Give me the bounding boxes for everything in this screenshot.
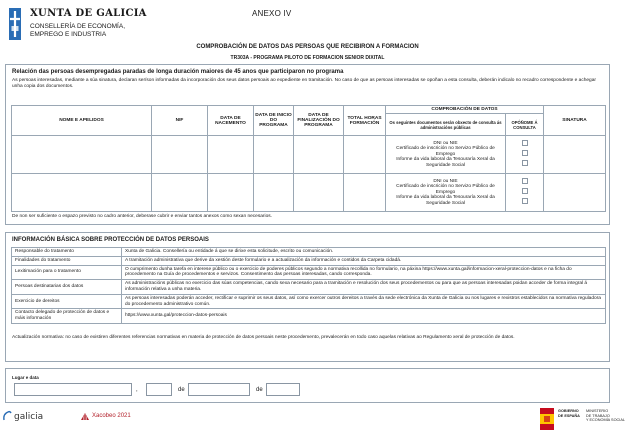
birth-cell[interactable] (208, 136, 254, 174)
start-cell[interactable] (254, 136, 294, 174)
oppose-checkbox-employment[interactable] (522, 188, 528, 194)
table-row (12, 256, 606, 265)
table-note: De non ser suficiente o espazo previsto no cadro anterior, deberase cubrir e enviar tantos anexos como sexan necesarios. (12, 214, 272, 219)
doc-dni: DNI ou NIE (433, 178, 458, 184)
oppose-checkbox-work-history[interactable] (522, 198, 528, 204)
end-cell[interactable] (294, 174, 344, 212)
data-protection-table (11, 247, 606, 324)
info-label: Exercicio de dereitos (12, 294, 122, 309)
info-value: A tramitación administrativa que derive da xestión deste formulario e a actualización da información e contidos da Carpeta cidadá. (122, 256, 606, 265)
gov-line2: DE ESPAÑA (558, 413, 580, 418)
data-protection-section (5, 232, 610, 362)
docs-cell (386, 136, 506, 174)
col-check-group-header: COMPROBACIÓN DE DATOS (386, 106, 544, 114)
table-row (12, 174, 606, 212)
xacobeo-shell-icon (80, 412, 90, 422)
legislation-note: Actualización normativa: no caso de existiren diferentes referencias normativas en materia de protección de datos persoais neste procedemento, prevalecerán en todo caso aquelas relativas ao Regulamento xeral de protección de datos. (12, 335, 515, 340)
galicia-brand: galicia (14, 412, 44, 422)
galicia-logo-icon (2, 410, 12, 422)
col-docs-header: Os seguintes documentos serán obxecto de consulta ás administracións públicas (386, 114, 506, 136)
info-value: O cumprimento dunha tarefa en interese público ou o exercicio de poderes públicos segundo a normativa recollida no formulario, na páxina https://www.xunta.gal/informacion-xeral-proteccion-datos e na ficha do procedemento na Guía de procedementos e servizos. Consentimento das persoas interesadas, cando corresponda. (122, 265, 606, 280)
persons-section-heading: Relación das persoas desempregadas paradas de longa duración maiores de 45 anos que participaron no programa (12, 69, 344, 75)
signature-cell[interactable] (544, 136, 606, 174)
spain-coat-of-arms-icon (540, 408, 554, 430)
doc-work-history: Informe da vida laboral da Tesouraría Xeral da Seguridade Social (396, 157, 495, 168)
government-text (558, 409, 580, 418)
info-value-link[interactable]: https://www.xunta.gal/proteccion-datos-persoais (122, 309, 606, 324)
xacobeo-label: Xacobeo 2021 (92, 413, 131, 419)
doc-dni: DNI ou NIE (433, 140, 458, 146)
xacobeo-logo (80, 410, 140, 426)
name-cell[interactable] (12, 174, 152, 212)
nif-cell[interactable] (152, 136, 208, 174)
doc-employment-certificate: Certificado de inscrición no Servizo Público de Emprego (396, 146, 495, 157)
info-label: Finalidades do tratamento (12, 256, 122, 265)
table-row (12, 280, 606, 295)
table-row (12, 248, 606, 257)
logo-title: XUNTA DE GALICIA (30, 8, 147, 19)
document-title: COMPROBACIÓN DE DATOS DAS PERSOAS QUE RECIBIRON A FORMACION (196, 44, 419, 50)
col-signature-header: SINATURA (544, 106, 606, 136)
info-label: Lexitimación para o tratamento (12, 265, 122, 280)
data-protection-heading: INFORMACIÓN BÁSICA SOBRE PROTECCIÓN DE DATOS PERSOAIS (12, 237, 209, 243)
docs-cell (386, 174, 506, 212)
oppose-checkbox-employment[interactable] (522, 150, 528, 156)
nif-cell[interactable] (152, 174, 208, 212)
persons-section (5, 64, 610, 225)
col-end-header: DATA DE FINALIZACIÓN DO PROGRAMA (294, 106, 344, 136)
place-date-section (5, 368, 610, 403)
day-input[interactable] (146, 383, 172, 396)
persons-table (11, 105, 606, 212)
de-separator-2: de (256, 387, 263, 393)
annex-label: ANEXO IV (252, 9, 292, 18)
place-date-label: Lugar e data (12, 375, 39, 380)
end-cell[interactable] (294, 136, 344, 174)
document-subtitle: TR303A - PROGRAMA PILOTO DE FORMACION SENIOR DIXITAL (230, 55, 385, 61)
ministry-line2: DE TRABAJO (586, 413, 610, 418)
xunta-cross-icon (8, 8, 22, 40)
logo-department-line1: CONSELLERÍA DE ECONOMÍA, (30, 23, 125, 30)
signature-cell[interactable] (544, 174, 606, 212)
doc-employment-certificate: Certificado de inscrición no Servizo Público de Emprego (396, 184, 495, 195)
start-cell[interactable] (254, 174, 294, 212)
oppose-checkbox-dni[interactable] (522, 178, 528, 184)
place-input[interactable] (14, 383, 132, 396)
government-logo (540, 406, 625, 434)
hours-cell[interactable] (344, 174, 386, 212)
info-value: As administracións públicas no exercicio das súas competencias, cando sexa necesario para a tramitación e resolución dos seus procedementos ou para que as persoas interesadas poidan acceder de forma integral á información relativa a unha materia. (122, 280, 606, 295)
doc-work-history: Informe da vida laboral da Tesouraría Xeral da Seguridade Social (396, 195, 495, 206)
col-oppose-header: OPÓÑOME Á CONSULTA (506, 114, 544, 136)
col-name-header: NOME E APELIDOS (12, 106, 152, 136)
oppose-cell (506, 136, 544, 174)
ministry-line1: MINISTERIO (586, 409, 609, 413)
col-birth-header: DATA DE NACEMENTO (208, 106, 254, 136)
table-row (12, 309, 606, 324)
gov-line1: GOBIERNO (558, 409, 579, 413)
page-footer (0, 404, 625, 440)
logo-department-line2: EMPREGO E INDUSTRIA (30, 31, 107, 38)
info-label: Contacto delegado de protección de datos e máis información (12, 309, 122, 324)
xunta-logo (8, 6, 188, 46)
info-label: Responsable do tratamento (12, 248, 122, 257)
hours-cell[interactable] (344, 136, 386, 174)
page-header (0, 0, 615, 48)
logo-department (30, 23, 125, 39)
ministry-line3: Y ECONOMÍA SOCIAL (586, 418, 625, 422)
oppose-checkbox-dni[interactable] (522, 140, 528, 146)
col-nif-header: NIF (152, 106, 208, 136)
ministry-text (586, 409, 625, 423)
de-separator-1: de (178, 387, 185, 393)
month-input[interactable] (188, 383, 250, 396)
col-start-header: DATA DE INICIO DO PROGRAMA (254, 106, 294, 136)
info-label: Persoas destinatarias dos datos (12, 280, 122, 295)
info-value: As persoas interesadas poderán acceder, rectificar e suprimir os seus datos, así como exercer outros dereitos a través da sede electrónica da Xunta de Galicia ou nos lugares e rexistros establecidos na normativa reguladora do procedemento administrativo común. (122, 294, 606, 309)
year-input[interactable] (266, 383, 300, 396)
table-row (12, 294, 606, 309)
persons-section-intro: As persoas interesadas, mediante a súa sinatura, declaran ser/son informadas da incorporación dos seus datos persoais ao expediente en tramitación. No caso de que as persoas interesadas se opoñan a esta consulta, deberán indicalo no recadro correspondente e achegar unha copia dos documentos. (12, 78, 596, 90)
birth-cell[interactable] (208, 174, 254, 212)
comma-separator: , (136, 387, 138, 393)
table-row (12, 265, 606, 280)
info-value: Xunta de Galicia. Consellería ou entidade á que se dirixe esta solicitude, escrito ou comunicación. (122, 248, 606, 257)
oppose-cell (506, 174, 544, 212)
oppose-checkbox-work-history[interactable] (522, 160, 528, 166)
name-cell[interactable] (12, 136, 152, 174)
col-hours-header: TOTAL HORAS FORMACIÓN (344, 106, 386, 136)
table-row (12, 136, 606, 174)
